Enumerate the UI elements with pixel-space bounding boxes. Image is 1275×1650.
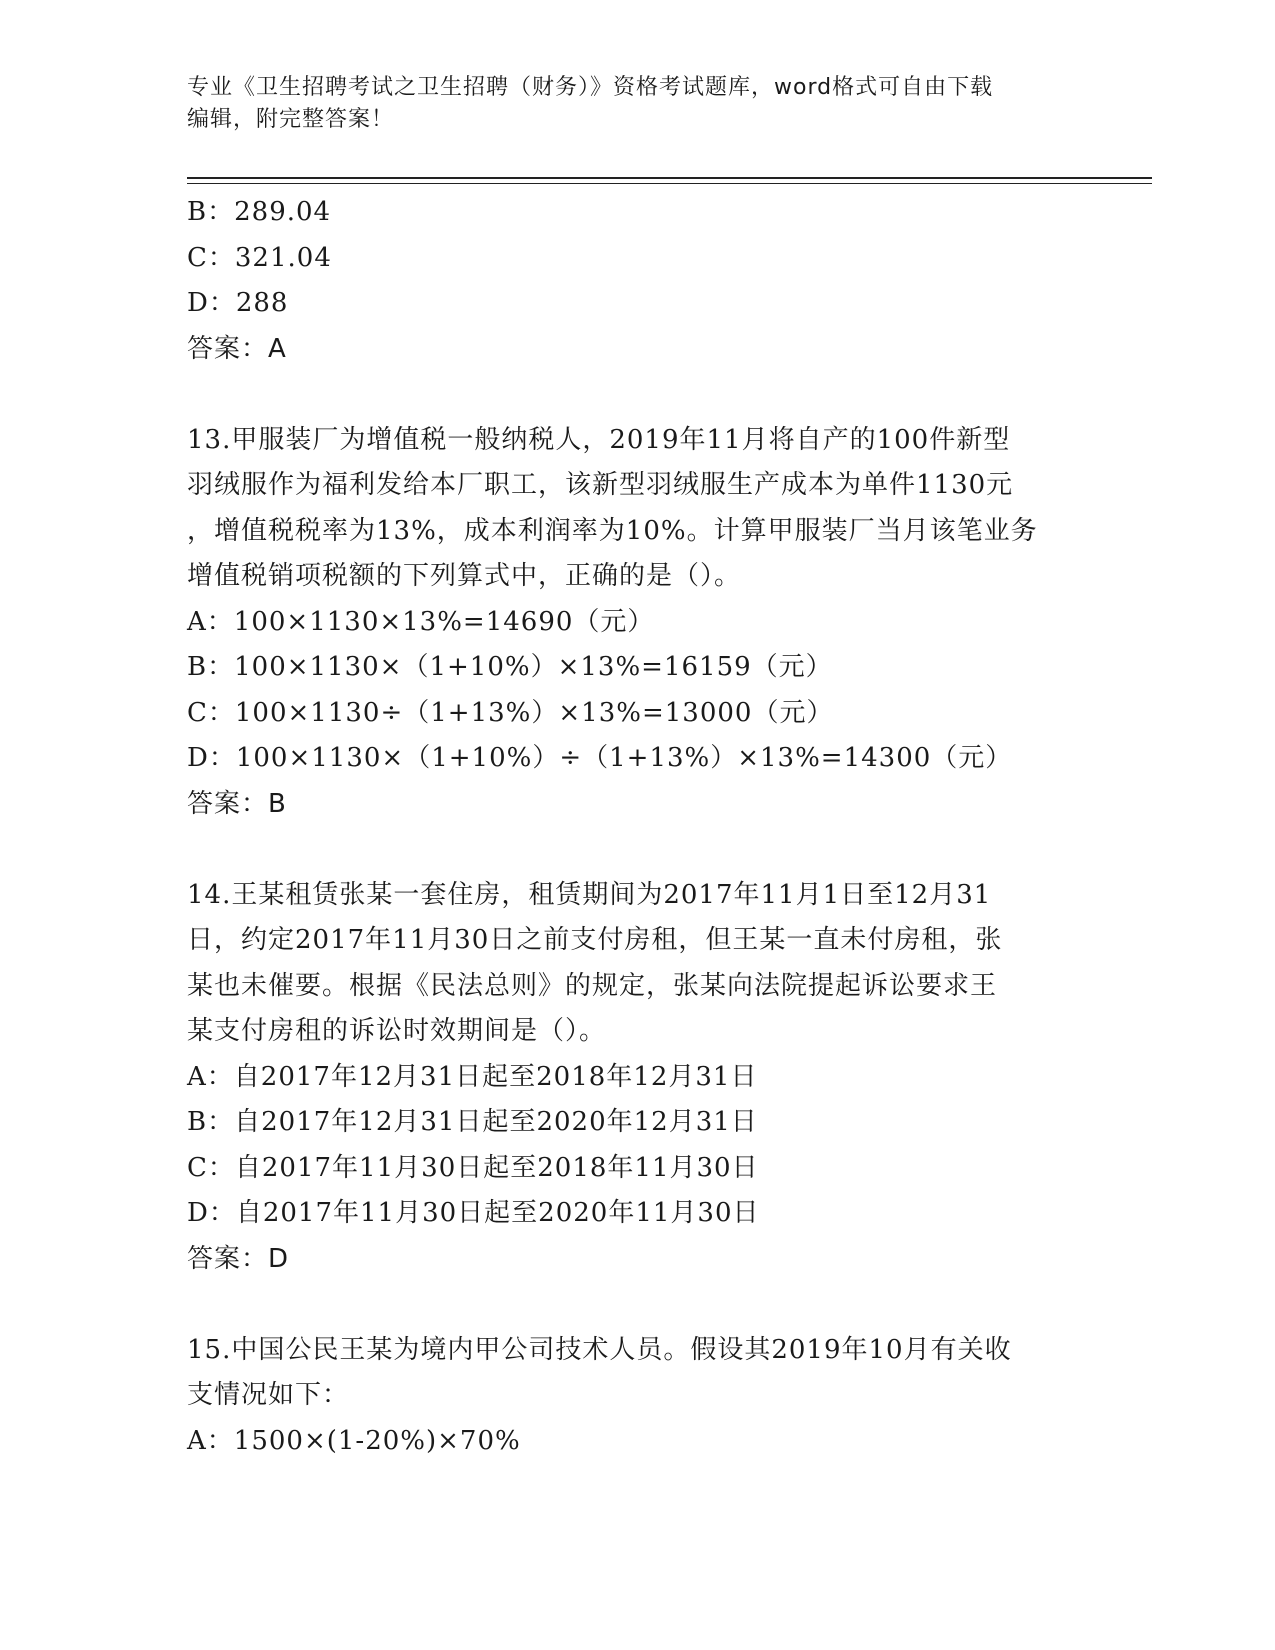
question-text-line: 某支付房租的诉讼时效期间是（）。 <box>187 1016 607 1046</box>
header-line-1: 专业《卫生招聘考试之卫生招聘（财务）》资格考试题库，word格式可自由下载 <box>187 75 994 100</box>
page-header <box>187 72 1067 136</box>
previous-question-tail <box>187 190 1077 372</box>
question-text-line: ，增值税税率为13%，成本利润率为10%。计算甲服装厂当月该笔业务 <box>187 515 1038 546</box>
question-text-line: 15.中国公民王某为境内甲公司技术人员。假设其2019年10月有关收 <box>187 1334 1012 1365</box>
option-a: A：1500×(1-20%)×70% <box>187 1425 521 1456</box>
option-b: B：自2017年12月31日起至2020年12月31日 <box>187 1107 758 1137</box>
question-text-line: 14.王某租赁张某一套住房，租赁期间为2017年11月1日至12月31 <box>187 879 992 910</box>
question-14 <box>187 873 1077 1283</box>
option-c: C：100×1130÷（1+13%）×13%=13000（元） <box>187 697 834 728</box>
option-d: D：288 <box>187 288 289 318</box>
header-rule-thin <box>187 183 1152 184</box>
option-a: A：自2017年12月31日起至2018年12月31日 <box>187 1061 758 1092</box>
option-c: C：321.04 <box>187 242 332 273</box>
question-text-line: 羽绒服作为福利发给本厂职工，该新型羽绒服生产成本为单件1130元 <box>187 470 1014 500</box>
option-d: D：100×1130×（1+10%）÷（1+13%）×13%=14300（元） <box>187 743 1013 773</box>
question-content <box>187 190 1077 1464</box>
answer-line: 答案：A <box>187 333 287 364</box>
header-rule-thick <box>187 177 1152 179</box>
spacer <box>187 372 1077 418</box>
question-15 <box>187 1328 1077 1465</box>
option-b: B：100×1130×（1+10%）×13%=16159（元） <box>187 652 833 682</box>
question-text-line: 增值税销项税额的下列算式中，正确的是（）。 <box>187 561 742 591</box>
question-text-line: 支情况如下： <box>187 1380 350 1410</box>
option-d: D：自2017年11月30日起至2020年11月30日 <box>187 1198 760 1228</box>
answer-line: 答案：D <box>187 1243 290 1274</box>
header-line-2: 编辑，附完整答案！ <box>187 107 395 132</box>
option-c: C：自2017年11月30日起至2018年11月30日 <box>187 1152 759 1183</box>
answer-line: 答案：B <box>187 788 287 819</box>
spacer <box>187 827 1077 873</box>
option-a: A：100×1130×13%=14690（元） <box>187 606 655 637</box>
question-text-line: 13.甲服装厂为增值税一般纳税人，2019年11月将自产的100件新型 <box>187 424 1011 455</box>
question-text-line: 某也未催要。根据《民法总则》的规定，张某向法院提起诉讼要求王 <box>187 970 998 1001</box>
option-b: B：289.04 <box>187 197 332 227</box>
question-text-line: 日，约定2017年11月30日之前支付房租，但王某一直未付房租，张 <box>187 925 1003 955</box>
question-13 <box>187 418 1077 828</box>
spacer <box>187 1282 1077 1328</box>
